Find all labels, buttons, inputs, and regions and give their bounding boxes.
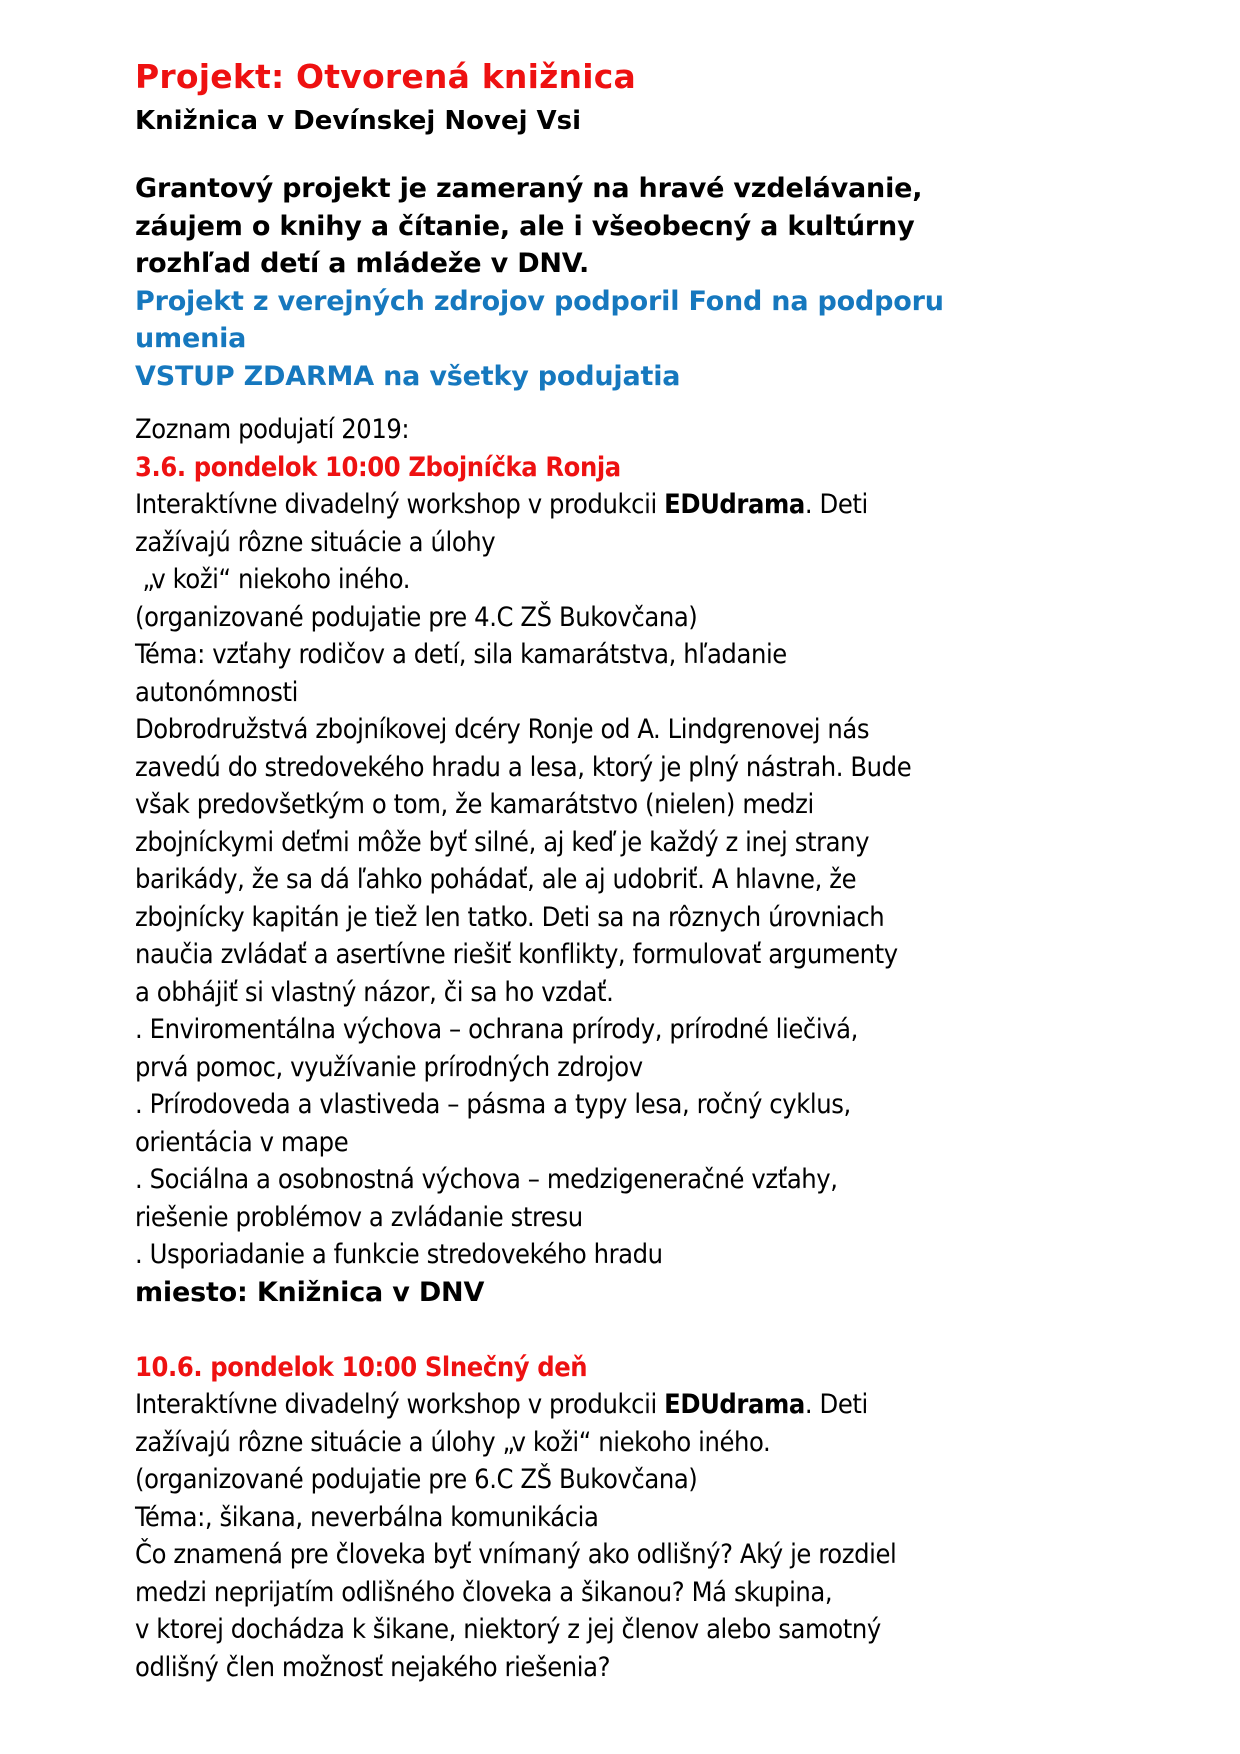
text-line bbox=[135, 1386, 1150, 1424]
blank-line bbox=[135, 142, 1150, 170]
text-line: barikády, že sa dá ľahko pohádať, ale aj udobriť. A hlavne, že bbox=[135, 864, 857, 895]
topic-line: . Usporiadanie a funkcie stredovekého hradu bbox=[135, 1239, 663, 1270]
emphasis-text: EDUdrama bbox=[664, 489, 805, 520]
text-line: (organizované podujatie pre 6.C ZŠ Bukovčana) bbox=[135, 1464, 698, 1495]
event-heading: 3.6. pondelok 10:00 Zbojníčka Ronja bbox=[135, 451, 621, 483]
text-segment: . Deti bbox=[804, 1389, 868, 1420]
text-line: a obhájiť si vlastný názor, či sa ho vzdať. bbox=[135, 976, 614, 1008]
text-line: zavedú do stredovekého hradu a lesa, ktorý je plný nástrah. Bude bbox=[135, 751, 912, 783]
text-line bbox=[135, 486, 1150, 524]
text-line: Téma: vzťahy rodičov a detí, sila kamarátstva, hľadanie bbox=[135, 639, 787, 670]
text-line: medzi neprijatím odlišného človeka a šikanou? Má skupina, bbox=[135, 1576, 833, 1608]
page-subtitle: Knižnica v Devínskej Novej Vsi bbox=[135, 106, 582, 136]
text-segment: Interaktívne divadelný workshop v produkcii bbox=[135, 489, 665, 520]
text-line: Téma:, šikana, neverbálna komunikácia bbox=[135, 1501, 599, 1533]
text-line: zbojnícky kapitán je tiež len tatko. Deti sa na rôznych úrovniach bbox=[135, 901, 885, 933]
blank-line bbox=[135, 1311, 1150, 1349]
text-segment: Interaktívne divadelný workshop v produkcii bbox=[135, 1389, 665, 1420]
text-line: Dobrodružstvá zbojníkovej dcéry Ronje od A. Lindgrenovej nás bbox=[135, 714, 870, 745]
event-heading: 10.6. pondelok 10:00 Slnečný deň bbox=[135, 1351, 588, 1383]
text-line: zažívajú rôzne situácie a úlohy bbox=[135, 526, 496, 558]
intro-line: Grantový projekt je zameraný na hravé vzdelávanie, bbox=[135, 173, 923, 204]
text-line: odlišný člen možnosť nejakého riešenia? bbox=[135, 1651, 611, 1683]
document-body bbox=[135, 142, 1150, 1686]
text-line: naučia zvládať a asertívne riešiť konflikty, formulovať argumenty bbox=[135, 939, 898, 970]
topic-line: . Prírodoveda a vlastiveda – pásma a typy lesa, ročný cyklus, bbox=[135, 1089, 851, 1120]
emphasis-text: EDUdrama bbox=[664, 1389, 805, 1420]
blank-line bbox=[135, 395, 1150, 411]
text-segment: . Deti bbox=[804, 489, 868, 520]
text-line: (organizované podujatie pre 4.C ZŠ Bukovčana) bbox=[135, 601, 698, 633]
text-line: „v koži“ niekoho iného. bbox=[135, 564, 411, 595]
topic-line: . Enviromentálna výchova – ochrana prírody, prírodné liečivá, bbox=[135, 1014, 858, 1045]
text-line: Čo znamená pre človeka byť vnímaný ako odlišný? Aký je rozdiel bbox=[135, 1539, 897, 1570]
text-line: však predovšetkým o tom, že kamarátstvo (nielen) medzi bbox=[135, 789, 814, 820]
free-entry-line: VSTUP ZDARMA na všetky podujatia bbox=[135, 360, 681, 392]
topic-line: orientácia v mape bbox=[135, 1126, 349, 1158]
text-line: autonómnosti bbox=[135, 676, 298, 708]
intro-line: záujem o knihy a čítanie, ale i všeobecný a kultúrny bbox=[135, 210, 915, 242]
intro-line: rozhľad detí a mládeže v DNV. bbox=[135, 248, 590, 279]
text-line: zažívajú rôzne situácie a úlohy „v koži“ niekoho iného. bbox=[135, 1426, 771, 1458]
funding-note-line: umenia bbox=[135, 323, 247, 354]
topic-line: prvá pomoc, využívanie prírodných zdrojov bbox=[135, 1051, 643, 1083]
venue-line: miesto: Knižnica v DNV bbox=[135, 1276, 485, 1308]
topic-line: riešenie problémov a zvládanie stresu bbox=[135, 1201, 583, 1233]
page-title: Projekt: Otvorená knižnica bbox=[135, 57, 636, 96]
text-line: v ktorej dochádza k šikane, niektorý z jej členov alebo samotný bbox=[135, 1614, 881, 1645]
text-line: zbojníckymi deťmi môže byť silné, aj keď je každý z inej strany bbox=[135, 826, 870, 858]
funding-note-line: Projekt z verejných zdrojov podporil Fond na podporu bbox=[135, 285, 944, 317]
events-list-heading: Zoznam podujatí 2019: bbox=[135, 414, 410, 445]
topic-line: . Sociálna a osobnostná výchova – medzigeneračné vzťahy, bbox=[135, 1164, 838, 1195]
